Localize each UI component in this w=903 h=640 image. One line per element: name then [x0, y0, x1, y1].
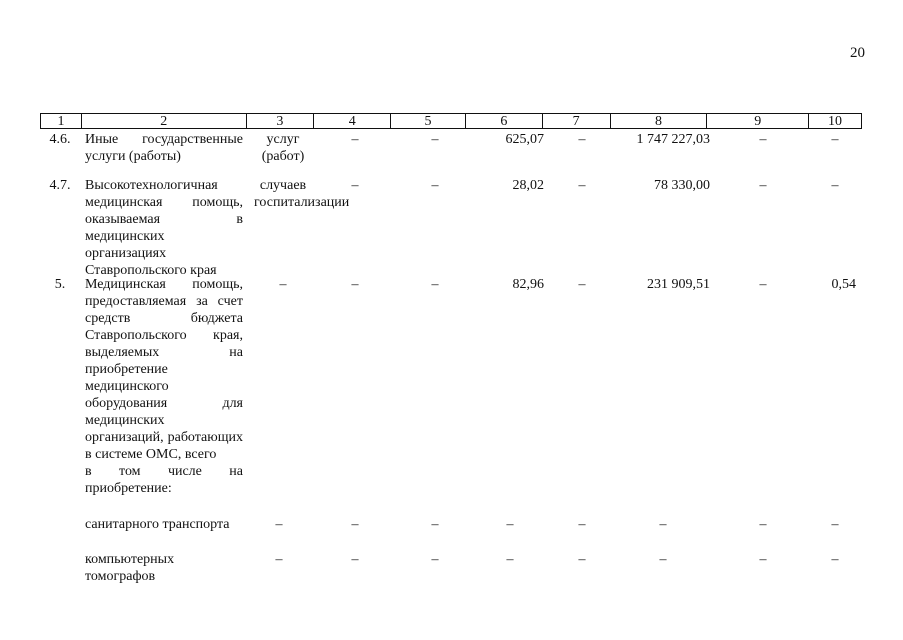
row-col-4: – — [351, 552, 359, 567]
row-name: Медицинская помощь, предоставляемая за счет средств бюджета Ставропольского края, выделяемых на приобретение медицинского оборудования для медицинских организаций, работающих в системе ОМС, всего — [85, 277, 243, 462]
row-col-5: – — [431, 517, 439, 532]
row-col-4: – — [351, 517, 359, 532]
row-col-5: – — [431, 178, 439, 193]
row-col-10: – — [831, 517, 839, 532]
row-col-10: – — [831, 552, 839, 567]
row-col-4: – — [351, 178, 359, 193]
row-col-9: – — [759, 178, 767, 193]
row-col-9: – — [759, 132, 767, 147]
row-col-6: 82,96 — [512, 277, 544, 292]
row-col-7: – — [578, 552, 586, 567]
row-col-8: 78 330,00 — [654, 178, 710, 193]
row-unit: – — [275, 517, 283, 532]
header-col-6: 6 — [466, 114, 543, 128]
row-col-8: 231 909,51 — [647, 277, 710, 292]
row-col-6: 28,02 — [512, 178, 544, 193]
header-col-10: 10 — [828, 114, 843, 129]
row-unit: – — [275, 552, 283, 567]
row-col-7: – — [578, 277, 586, 292]
row-col-8: 1 747 227,03 — [636, 132, 710, 147]
row-col-10: – — [831, 132, 839, 147]
header-col-3: 3 — [247, 114, 315, 128]
row-name: Иные государственные услуги (работы) — [85, 132, 243, 164]
row-unit: услуг (работ) — [261, 132, 305, 164]
row-unit: случаев госпитализации — [254, 178, 350, 210]
row-number: 4.7. — [49, 178, 71, 193]
header-col-8: 8 — [611, 114, 708, 128]
header-col-7: 7 — [543, 114, 611, 128]
row-name: санитарного транспорта — [85, 517, 230, 532]
header-col-5: 5 — [391, 114, 466, 128]
row-col-8: – — [659, 517, 667, 532]
row-col-5: – — [431, 552, 439, 567]
row-col-7: – — [578, 132, 586, 147]
header-col-2: 2 — [82, 114, 247, 128]
row-name: в том числе на приобретение: — [85, 464, 243, 496]
row-col-5: – — [431, 132, 439, 147]
row-col-10: 0,54 — [831, 277, 856, 292]
row-number: 4.6. — [49, 132, 71, 147]
row-col-4: – — [351, 132, 359, 147]
row-col-7: – — [578, 517, 586, 532]
row-col-9: – — [759, 552, 767, 567]
row-unit: – — [279, 277, 287, 292]
row-name: Высокотехнологичная медицинская помощь, оказываемая в медицинских организациях Ставропольского края — [85, 178, 243, 278]
row-col-7: – — [578, 178, 586, 193]
row-number: 5. — [54, 277, 66, 292]
row-name: компьютерных томографов — [85, 552, 175, 584]
header-col-1: 1 — [41, 114, 82, 128]
row-col-6: 625,07 — [505, 132, 544, 147]
row-col-6: – — [506, 517, 514, 532]
row-col-10: – — [831, 178, 839, 193]
row-col-5: – — [431, 277, 439, 292]
table-header-row — [40, 113, 862, 129]
row-col-8: – — [659, 552, 667, 567]
row-col-4: – — [351, 277, 359, 292]
header-col-9: 9 — [707, 114, 809, 128]
row-col-6: – — [506, 552, 514, 567]
page-number: 20 — [850, 45, 865, 61]
row-col-9: – — [759, 277, 767, 292]
header-col-4: 4 — [314, 114, 391, 128]
row-col-9: – — [759, 517, 767, 532]
